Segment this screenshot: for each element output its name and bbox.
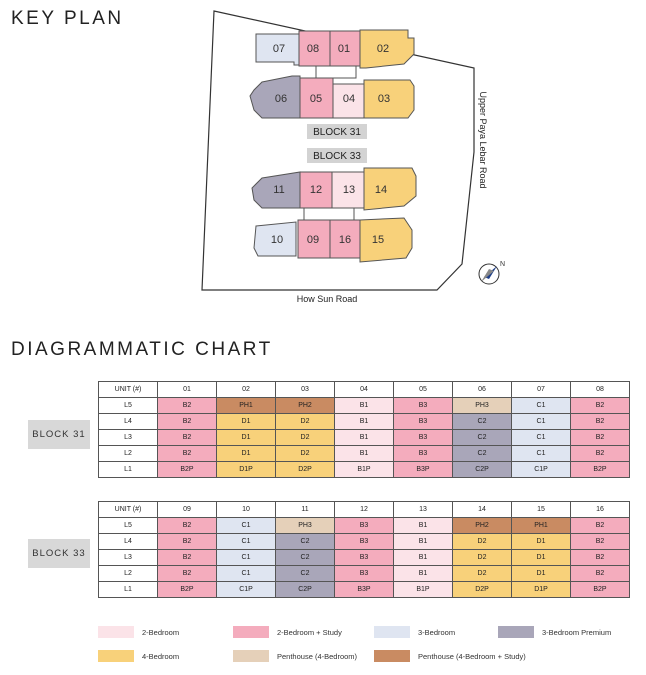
unit-type-cell: B3 bbox=[394, 398, 453, 414]
level-cell: L3 bbox=[99, 430, 158, 446]
unit-type-cell: B2 bbox=[158, 430, 217, 446]
unit-number-cell: 02 bbox=[217, 382, 276, 398]
unit-type-cell: D1 bbox=[217, 446, 276, 462]
unit-label-12: 12 bbox=[309, 184, 323, 196]
unit-type-cell: C2 bbox=[276, 550, 335, 566]
unit-type-cell: B1 bbox=[394, 550, 453, 566]
unit-type-cell: PH1 bbox=[512, 518, 571, 534]
unit-type-cell: B3P bbox=[335, 582, 394, 598]
unit-header-cell: UNIT (#) bbox=[99, 502, 158, 518]
unit-type-cell: D1 bbox=[217, 414, 276, 430]
unit-number-cell: 06 bbox=[453, 382, 512, 398]
unit-number-cell: 07 bbox=[512, 382, 571, 398]
unit-type-cell: D1 bbox=[512, 534, 571, 550]
unit-type-cell: B3 bbox=[335, 518, 394, 534]
unit-number-cell: 09 bbox=[158, 502, 217, 518]
unit-type-cell: C1P bbox=[512, 462, 571, 478]
unit-type-cell: B1 bbox=[335, 446, 394, 462]
unit-type-cell: D2 bbox=[453, 566, 512, 582]
unit-type-cell: PH1 bbox=[217, 398, 276, 414]
block-33-tag-text: BLOCK 33 bbox=[313, 151, 361, 162]
unit-number-cell: 12 bbox=[335, 502, 394, 518]
unit-type-cell: D2 bbox=[276, 446, 335, 462]
legend-item-3-bedroom bbox=[374, 626, 455, 638]
legend-label: 2-Bedroom bbox=[142, 627, 180, 637]
unit-type-cell: C2 bbox=[453, 430, 512, 446]
legend-item-penthouse-4-bedroom bbox=[233, 650, 357, 662]
legend-label: 3-Bedroom Premium bbox=[542, 627, 612, 637]
table-row bbox=[99, 518, 630, 534]
unit-type-cell: B1 bbox=[335, 414, 394, 430]
legend-swatch bbox=[374, 626, 410, 638]
unit-number-cell: 01 bbox=[158, 382, 217, 398]
legend-label: 4-Bedroom bbox=[142, 651, 180, 661]
key-plan-title: KEY PLAN bbox=[11, 8, 124, 29]
table-row bbox=[99, 430, 630, 446]
legend-swatch bbox=[233, 626, 269, 638]
table-header-row bbox=[99, 502, 630, 518]
unit-number-cell: 03 bbox=[276, 382, 335, 398]
unit-type-cell: C1 bbox=[217, 518, 276, 534]
unit-type-cell: PH3 bbox=[276, 518, 335, 534]
unit-type-cell: B2P bbox=[158, 582, 217, 598]
level-cell: L1 bbox=[99, 462, 158, 478]
legend-swatch bbox=[98, 626, 134, 638]
unit-type-cell: C1 bbox=[217, 550, 276, 566]
unit-type-cell: B2 bbox=[571, 566, 630, 582]
unit-type-cell: D1P bbox=[217, 462, 276, 478]
table-header-row bbox=[99, 382, 630, 398]
unit-type-cell: B2P bbox=[158, 462, 217, 478]
level-cell: L3 bbox=[99, 550, 158, 566]
block-33-side-label: BLOCK 33 bbox=[28, 539, 90, 568]
unit-type-cell: B2 bbox=[571, 446, 630, 462]
unit-number-cell: 11 bbox=[276, 502, 335, 518]
unit-number-cell: 13 bbox=[394, 502, 453, 518]
unit-type-cell: PH2 bbox=[453, 518, 512, 534]
unit-type-cell: C1 bbox=[512, 398, 571, 414]
unit-type-cell: C1 bbox=[217, 534, 276, 550]
legend-label: Penthouse (4-Bedroom + Study) bbox=[418, 651, 526, 661]
unit-type-cell: C2P bbox=[453, 462, 512, 478]
unit-type-cell: B2 bbox=[571, 550, 630, 566]
unit-type-cell: C2 bbox=[453, 414, 512, 430]
unit-type-cell: PH2 bbox=[276, 398, 335, 414]
unit-type-cell: C2P bbox=[276, 582, 335, 598]
unit-type-cell: B1P bbox=[335, 462, 394, 478]
unit-type-cell: B2P bbox=[571, 462, 630, 478]
unit-type-cell: B2 bbox=[158, 566, 217, 582]
legend-label: Penthouse (4-Bedroom) bbox=[277, 651, 358, 661]
unit-label-02: 02 bbox=[376, 43, 390, 55]
block-31-tag-text: BLOCK 31 bbox=[313, 127, 361, 138]
diagrammatic-chart-title: DIAGRAMMATIC CHART bbox=[11, 339, 273, 360]
unit-14-shape bbox=[364, 168, 416, 210]
table-row bbox=[99, 550, 630, 566]
unit-type-cell: C2 bbox=[276, 566, 335, 582]
unit-number-cell: 14 bbox=[453, 502, 512, 518]
legend-swatch bbox=[233, 650, 269, 662]
unit-label-10: 10 bbox=[270, 234, 284, 246]
unit-type-cell: B2 bbox=[158, 518, 217, 534]
unit-type-cell: D2P bbox=[453, 582, 512, 598]
unit-type-cell: B2 bbox=[158, 550, 217, 566]
unit-type-cell: B2 bbox=[158, 534, 217, 550]
corridor-33 bbox=[304, 208, 354, 220]
unit-type-cell: B1 bbox=[394, 518, 453, 534]
level-cell: L2 bbox=[99, 566, 158, 582]
road-east-label: Upper Paya Lebar Road bbox=[478, 91, 488, 189]
unit-type-cell: B1 bbox=[394, 534, 453, 550]
unit-type-cell: B2 bbox=[571, 518, 630, 534]
legend-item-2-bedroom-study bbox=[233, 626, 342, 638]
unit-label-03: 03 bbox=[377, 93, 391, 105]
unit-number-cell: 15 bbox=[512, 502, 571, 518]
unit-number-cell: 16 bbox=[571, 502, 630, 518]
unit-type-cell: B2 bbox=[158, 398, 217, 414]
corridor-31 bbox=[316, 66, 356, 78]
unit-type-cell: B2 bbox=[571, 414, 630, 430]
unit-type-cell: D2 bbox=[453, 534, 512, 550]
unit-number-cell: 04 bbox=[335, 382, 394, 398]
unit-number-cell: 10 bbox=[217, 502, 276, 518]
compass-north-label: N bbox=[500, 261, 506, 268]
unit-label-11: 11 bbox=[273, 184, 285, 196]
unit-type-cell: B1P bbox=[394, 582, 453, 598]
level-cell: L2 bbox=[99, 446, 158, 462]
unit-type-cell: B1 bbox=[335, 398, 394, 414]
unit-type-cell: B2 bbox=[571, 430, 630, 446]
table-row bbox=[99, 446, 630, 462]
unit-label-04: 04 bbox=[342, 93, 356, 105]
block-31-unit-table bbox=[98, 381, 630, 478]
level-cell: L5 bbox=[99, 518, 158, 534]
unit-type-cell: B2P bbox=[571, 582, 630, 598]
legend-item-2-bedroom bbox=[98, 626, 179, 638]
unit-type-cell: C1P bbox=[217, 582, 276, 598]
unit-type-cell: C2 bbox=[453, 446, 512, 462]
key-plan-diagram bbox=[0, 0, 646, 320]
unit-type-cell: B3 bbox=[394, 430, 453, 446]
block-33-unit-table bbox=[98, 501, 630, 598]
unit-type-cell: D1 bbox=[217, 430, 276, 446]
unit-number-cell: 05 bbox=[394, 382, 453, 398]
unit-type-cell: B3 bbox=[335, 566, 394, 582]
unit-type-cell: B2 bbox=[158, 414, 217, 430]
unit-label-09: 09 bbox=[306, 234, 320, 246]
unit-header-cell: UNIT (#) bbox=[99, 382, 158, 398]
unit-type-cell: C1 bbox=[512, 414, 571, 430]
unit-label-16: 16 bbox=[338, 234, 352, 246]
unit-type-cell: D2 bbox=[276, 414, 335, 430]
level-cell: L4 bbox=[99, 414, 158, 430]
block-31-side-label: BLOCK 31 bbox=[28, 420, 90, 449]
unit-label-01: 01 bbox=[337, 43, 351, 55]
unit-type-cell: B3 bbox=[394, 446, 453, 462]
legend-swatch bbox=[98, 650, 134, 662]
table-row bbox=[99, 534, 630, 550]
unit-type-cell: B1 bbox=[335, 430, 394, 446]
unit-type-cell: B3 bbox=[394, 414, 453, 430]
unit-type-cell: B1 bbox=[394, 566, 453, 582]
table-row bbox=[99, 566, 630, 582]
unit-type-cell: B2 bbox=[158, 446, 217, 462]
block-33-units bbox=[252, 168, 416, 262]
unit-type-cell: C1 bbox=[512, 430, 571, 446]
table-row bbox=[99, 398, 630, 414]
unit-type-cell: B3P bbox=[394, 462, 453, 478]
legend-label: 3-Bedroom bbox=[418, 627, 456, 637]
legend-swatch bbox=[374, 650, 410, 662]
road-south-label: How Sun Road bbox=[296, 294, 358, 304]
unit-number-cell: 08 bbox=[571, 382, 630, 398]
table-row bbox=[99, 462, 630, 478]
legend-label: 2-Bedroom + Study bbox=[277, 627, 342, 637]
unit-type-cell: C1 bbox=[512, 446, 571, 462]
unit-type-cell: D1P bbox=[512, 582, 571, 598]
unit-type-cell: D2P bbox=[276, 462, 335, 478]
table-row bbox=[99, 582, 630, 598]
level-cell: L1 bbox=[99, 582, 158, 598]
legend-item-4-bedroom bbox=[98, 650, 179, 662]
unit-15-shape bbox=[360, 218, 412, 262]
unit-type-cell: D2 bbox=[276, 430, 335, 446]
table-row bbox=[99, 414, 630, 430]
level-cell: L5 bbox=[99, 398, 158, 414]
unit-label-05: 05 bbox=[309, 93, 323, 105]
legend-item-3-bedroom-premium bbox=[498, 626, 611, 638]
legend-swatch bbox=[498, 626, 534, 638]
unit-label-07: 07 bbox=[272, 43, 286, 55]
level-cell: L4 bbox=[99, 534, 158, 550]
unit-type-cell: B3 bbox=[335, 550, 394, 566]
unit-type-cell: C2 bbox=[276, 534, 335, 550]
legend-item-penthouse-4-bedroom-study bbox=[374, 650, 526, 662]
compass-icon bbox=[479, 261, 505, 284]
unit-type-cell: D1 bbox=[512, 550, 571, 566]
unit-type-cell: B2 bbox=[571, 398, 630, 414]
unit-type-cell: B2 bbox=[571, 534, 630, 550]
unit-type-cell: C1 bbox=[217, 566, 276, 582]
unit-label-14: 14 bbox=[374, 184, 388, 196]
unit-type-cell: D1 bbox=[512, 566, 571, 582]
unit-type-cell: PH3 bbox=[453, 398, 512, 414]
unit-label-15: 15 bbox=[371, 234, 385, 246]
unit-label-08: 08 bbox=[306, 43, 320, 55]
unit-type-cell: B3 bbox=[335, 534, 394, 550]
unit-label-13: 13 bbox=[342, 184, 356, 196]
unit-type-cell: D2 bbox=[453, 550, 512, 566]
unit-label-06: 06 bbox=[274, 93, 288, 105]
